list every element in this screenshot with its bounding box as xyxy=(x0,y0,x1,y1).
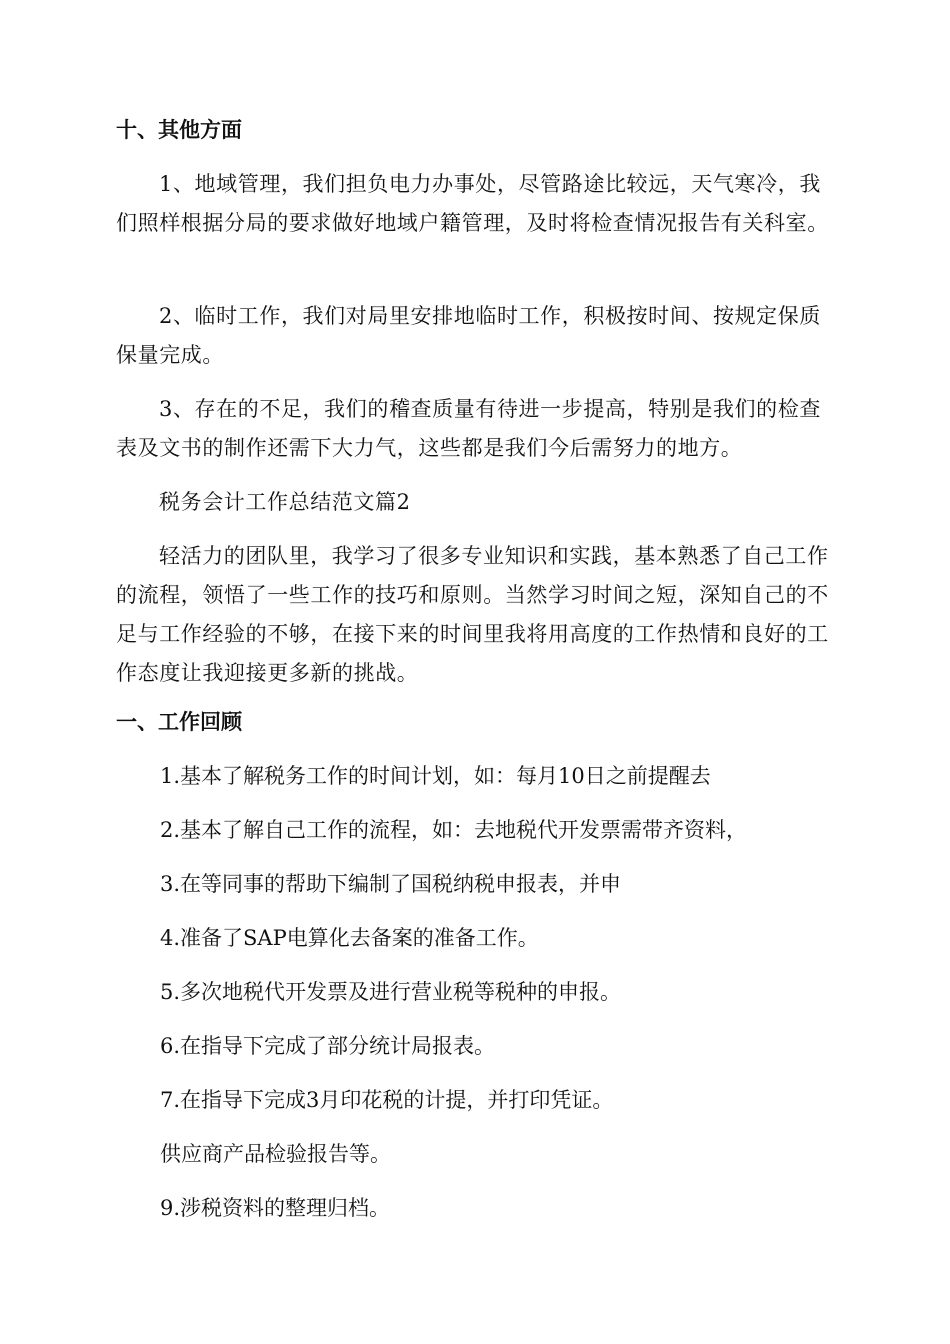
list-item: 4.准备了SAP电算化去备案的准备工作。 xyxy=(160,926,539,950)
paragraph-intro: 轻活力的团队里，我学习了很多专业知识和实践，基本熟悉了自己工作的流程，领悟了一些工作的技巧和原则。当然学习时间之短，深知自己的不足与工作经验的不够，在接下来的时间里我将用高度的工作热情和良好的工作态度让我迎接更多新的挑战。 xyxy=(116,544,829,685)
list-item: 6.在指导下完成了部分统计局报表。 xyxy=(160,1034,496,1058)
list-item: 供应商产品检验报告等。 xyxy=(160,1142,391,1166)
paragraph-shortcomings: 3、存在的不足，我们的稽查质量有待进一步提高，特别是我们的检查表及文书的制作还需下大力气，这些都是我们今后需努力的地方。 xyxy=(116,397,821,460)
section-heading-review: 一、工作回顾 xyxy=(116,710,242,734)
list-item: 7.在指导下完成3月印花税的计提，并打印凭证。 xyxy=(160,1088,614,1112)
section-heading-other: 十、其他方面 xyxy=(116,118,242,142)
list-item: 2.基本了解自己工作的流程，如：去地税代开发票需带齐资料， xyxy=(160,818,748,842)
article-title: 税务会计工作总结范文篇2 xyxy=(159,490,411,514)
list-item: 5.多次地税代开发票及进行营业税等税种的申报。 xyxy=(160,980,622,1004)
paragraph-regional-management: 1、地域管理，我们担负电力办事处，尽管路途比较远，天气寒冷，我们照样根据分局的要求做好地域户籍管理，及时将检查情况报告有关科室。 xyxy=(116,172,829,235)
paragraph-temporary-work: 2、临时工作，我们对局里安排地临时工作，积极按时间、按规定保质保量完成。 xyxy=(116,304,821,367)
list-item: 1.基本了解税务工作的时间计划，如：每月10日之前提醒去 xyxy=(160,764,711,788)
list-item: 9.涉税资料的整理归档。 xyxy=(160,1196,391,1220)
list-item: 3.在等同事的帮助下编制了国税纳税申报表，并申 xyxy=(160,872,622,896)
